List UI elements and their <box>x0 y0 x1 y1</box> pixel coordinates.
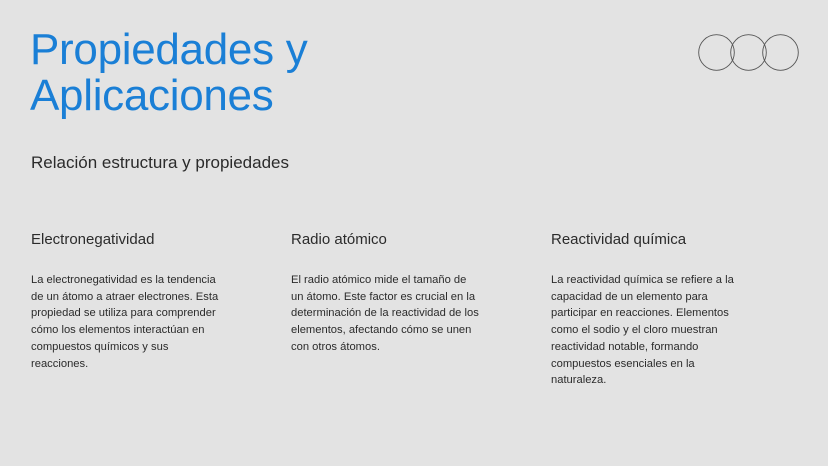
three-overlapping-circles-icon <box>698 34 799 71</box>
slide-title <box>30 27 307 119</box>
slide-title-line-2: Aplicaciones <box>30 71 274 120</box>
circle-right-icon <box>763 35 799 71</box>
column-heading: Electronegatividad <box>31 231 155 248</box>
column-body: La reactividad química se refiere a la capacidad de un elemento para participar en reacciones. Elementos como el sodio y el cloro muestran reactividad notable, formando compuestos esenciales en la naturaleza. <box>551 274 734 387</box>
column-heading: Reactividad química <box>551 231 687 248</box>
circle-middle-icon <box>731 35 767 71</box>
column-electronegatividad <box>31 230 221 372</box>
column-body: El radio atómico mide el tamaño de un átomo. Este factor es crucial en la determinación de la reactividad de los elementos, afectando cómo se unen con otros átomos. <box>291 274 479 353</box>
slide-subtitle: Relación estructura y propiedades <box>31 153 289 172</box>
circle-left-icon <box>699 35 735 71</box>
column-heading: Radio atómico <box>291 231 387 248</box>
column-radio-atomico <box>291 230 481 356</box>
column-body: La electronegatividad es la tendencia de un átomo a atraer electrones. Esta propiedad se utiliza para comprender cómo los elementos interactúan en compuestos químicos y sus reacciones. <box>31 274 219 370</box>
slide-title-line-1: Propiedades y <box>30 25 308 74</box>
column-reactividad-quimica <box>551 230 741 389</box>
